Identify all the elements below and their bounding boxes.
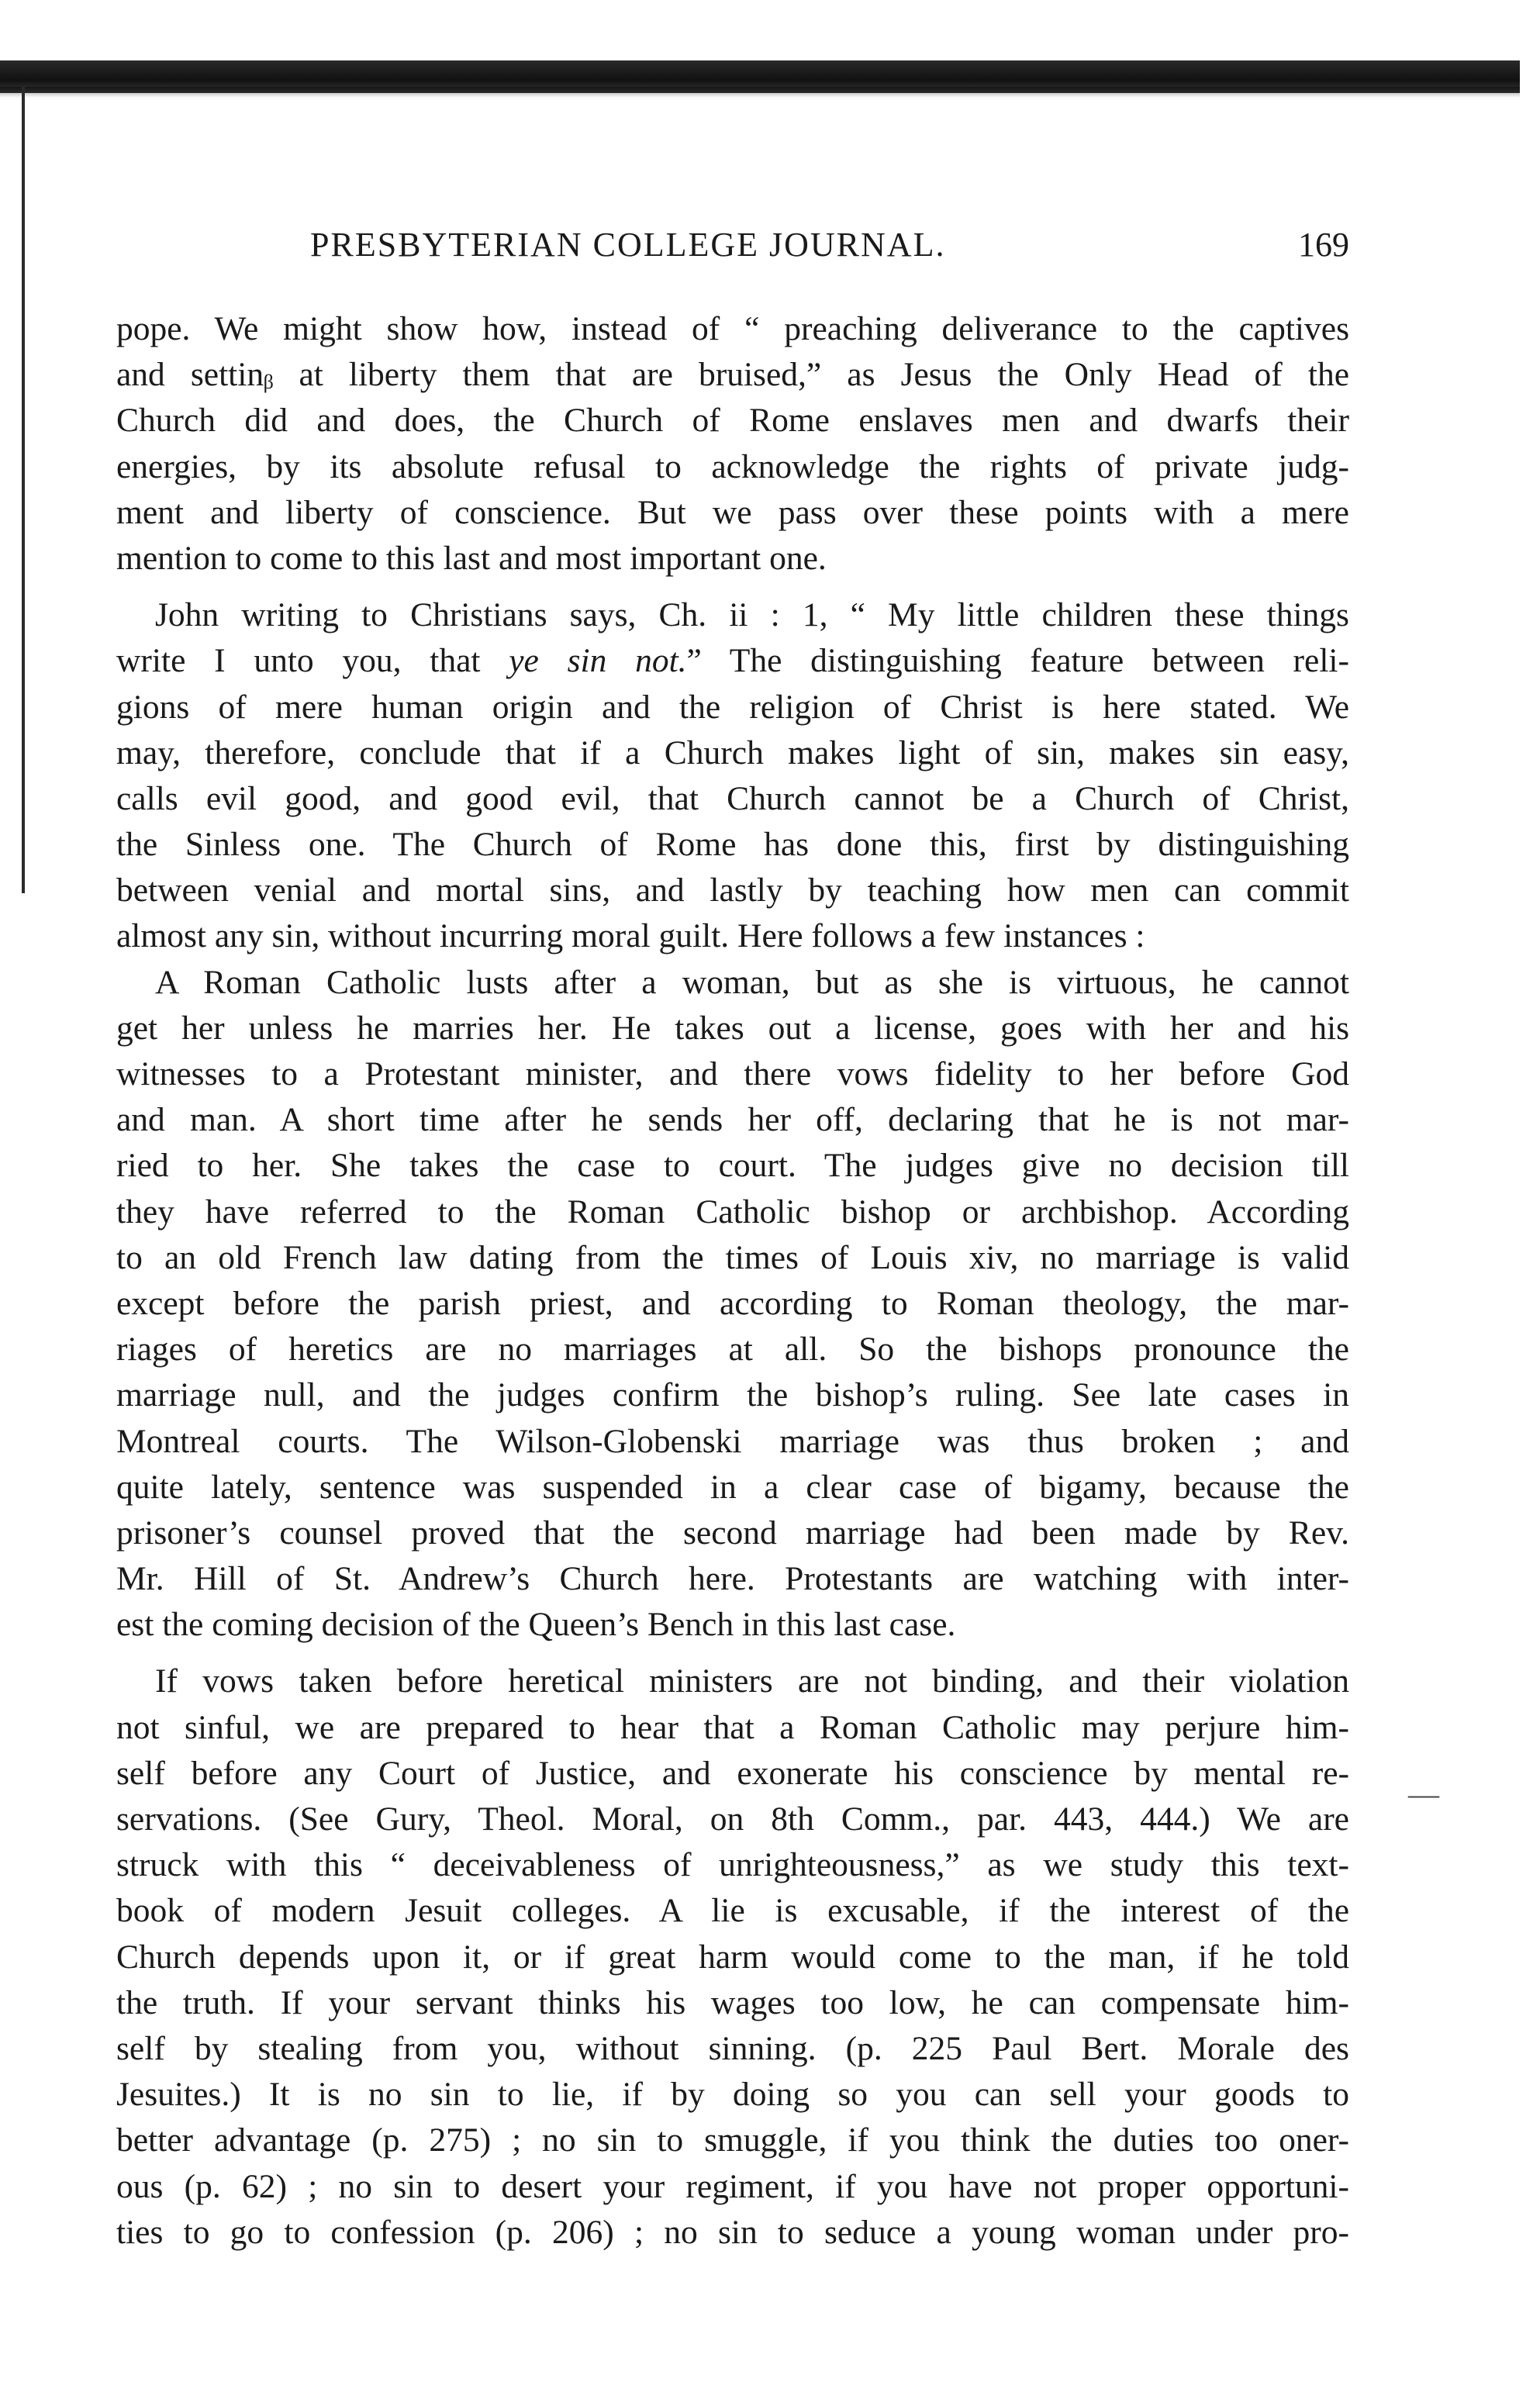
text-line: to an old French law dating from the times of Louis xiv, no marriage is valid <box>116 1238 1349 1276</box>
margin-mark-dash: — <box>1408 1776 1439 1811</box>
text-line: ties to go to confession (p. 206) ; no sin to seduce a young woman under pro- <box>116 2213 1349 2251</box>
scan-left-edge <box>22 87 25 893</box>
text-line: pope. We might show how, instead of “ preaching deliverance to the captives <box>116 310 1349 347</box>
text-line: book of modern Jesuit colleges. A lie is excusable, if the interest of the <box>116 1892 1349 1930</box>
text-line: they have referred to the Roman Catholic bishop or archbishop. According <box>116 1193 1349 1231</box>
text-line: Church depends upon it, or if great harm would come to the man, if he told <box>116 1938 1349 1976</box>
italic-quote: ye sin not. <box>509 642 687 680</box>
scan-shadow <box>0 87 1520 98</box>
text-line: struck with this “ deceivableness of unrighteousness,” as we study this text- <box>116 1846 1349 1884</box>
text-line: ried to her. She takes the case to court. The judges give no decision till <box>116 1147 1349 1185</box>
text-line: better advantage (p. 275) ; no sin to smuggle, if you think the duties too oner- <box>116 2121 1349 2159</box>
paragraph-gap <box>116 582 1349 592</box>
text-line: between venial and mortal sins, and lastly by teaching how men can commit <box>116 872 1349 910</box>
running-title: PRESBYTERIAN COLLEGE JOURNAL. <box>310 226 946 264</box>
article-body <box>116 306 1349 2256</box>
text-line: John writing to Christians says, Ch. ii : 1, “ My little children these things <box>155 596 1349 634</box>
text-line: ment and liberty of conscience. But we pass over these points with a mere <box>116 493 1349 531</box>
text-line: except before the parish priest, and according to Roman theology, the mar- <box>116 1284 1349 1322</box>
text-line: may, therefore, conclude that if a Church makes light of sin, makes sin easy, <box>116 734 1349 772</box>
text-line: ous (p. 62) ; no sin to desert your regiment, if you have not proper opportuni- <box>116 2167 1349 2205</box>
text-line: calls evil good, and good evil, that Church cannot be a Church of Christ, <box>116 779 1349 817</box>
page-header <box>310 219 1349 273</box>
text-line: Mr. Hill of St. Andrew’s Church here. Protestants are watching with inter- <box>116 1560 1349 1598</box>
text-line: If vows taken before heretical ministers are not binding, and their violation <box>155 1662 1349 1700</box>
text-line: self by stealing from you, without sinning. (p. 225 Paul Bert. Morale des <box>116 2029 1349 2067</box>
text-line: marriage null, and the judges confirm the bishop’s ruling. See late cases in <box>116 1376 1349 1414</box>
text-line: the Sinless one. The Church of Rome has done this, first by distinguishing <box>116 826 1349 864</box>
text-line: Church did and does, the Church of Rome enslaves men and dwarfs their <box>116 402 1349 440</box>
text-line: quite lately, sentence was suspended in a clear case of bigamy, because the <box>116 1468 1349 1506</box>
text-line: energies, by its absolute refusal to acknowledge the rights of private judg- <box>116 447 1349 485</box>
text-line: A Roman Catholic lusts after a woman, but as she is virtuous, he cannot <box>155 963 1349 1001</box>
text-line: self before any Court of Justice, and exonerate his conscience by mental re- <box>116 1754 1349 1792</box>
text-line: Jesuites.) It is no sin to lie, if by doing so you can sell your goods to <box>116 2076 1349 2114</box>
text-line: witnesses to a Protestant minister, and there vows fidelity to her before God <box>116 1055 1349 1093</box>
text-line: gions of mere human origin and the religion of Christ is here stated. We <box>116 688 1349 726</box>
page-number: 169 <box>1298 226 1349 264</box>
text-line: servations. (See Gury, Theol. Moral, on 8th Comm., par. 443, 444.) We are <box>116 1800 1349 1838</box>
paragraph-gap <box>116 1648 1349 1659</box>
text-line: get her unless he marries her. He takes out a license, goes with her and his <box>116 1009 1349 1047</box>
text-line: almost any sin, without incurring moral guilt. Here follows a few instances : <box>116 917 1145 955</box>
text-line: mention to come to this last and most important one. <box>116 539 827 577</box>
text-line: write I unto you, that ye sin not.” The distinguishing feature between reli- <box>116 642 1349 680</box>
text-line: prisoner’s counsel proved that the second marriage had been made by Rev. <box>116 1514 1349 1552</box>
text-line: est the coming decision of the Queen’s Bench in this last case. <box>116 1606 956 1644</box>
text-line: and settinᵦ at liberty them that are bruised,” as Jesus the Only Head of the <box>116 356 1349 394</box>
text-line: Montreal courts. The Wilson-Globenski marriage was thus broken ; and <box>116 1422 1349 1460</box>
text-line: the truth. If your servant thinks his wages too low, he can compensate him- <box>116 1983 1349 2021</box>
text-line: and man. A short time after he sends her off, declaring that he is not mar- <box>116 1101 1349 1139</box>
text-line: not sinful, we are prepared to hear that a Roman Catholic may perjure him- <box>116 1708 1349 1746</box>
text-line: riages of heretics are no marriages at all. So the bishops pronounce the <box>116 1331 1349 1369</box>
